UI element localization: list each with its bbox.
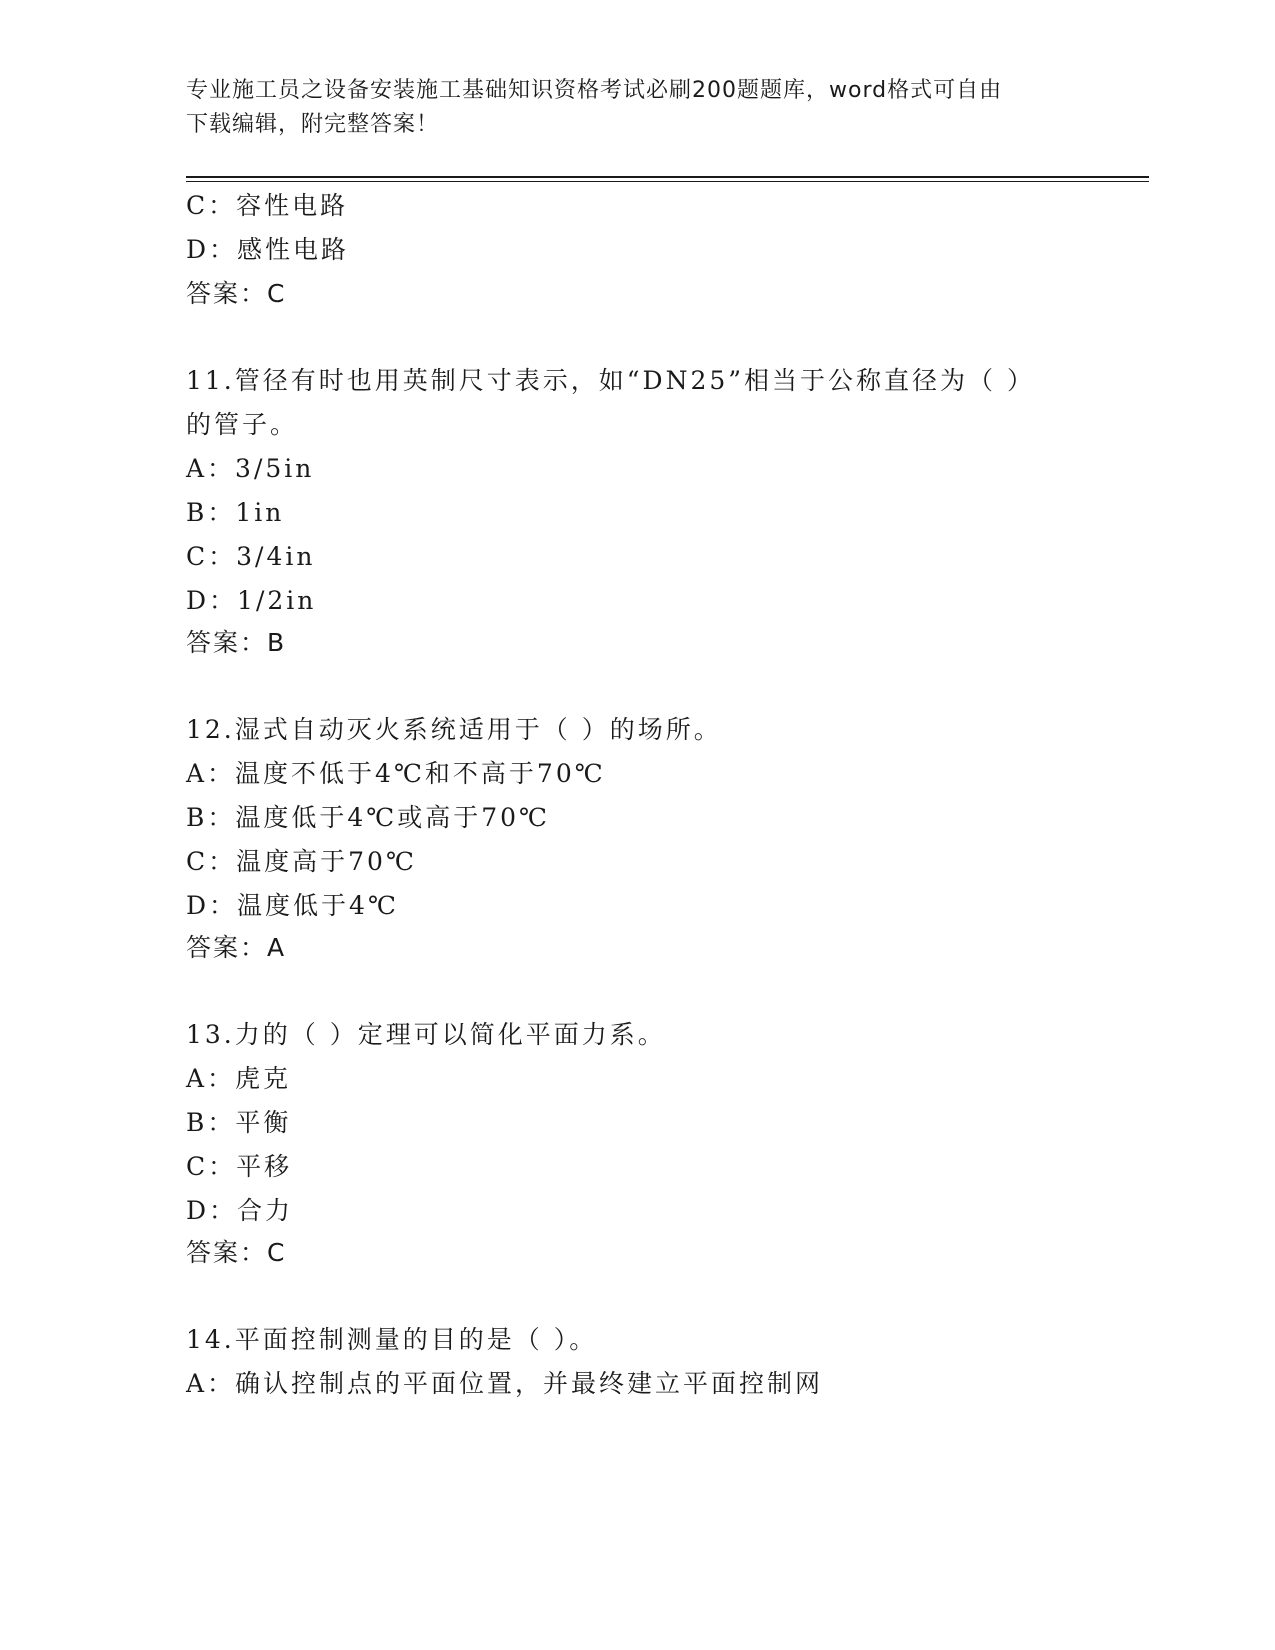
q13-stem: 13.力的（ ）定理可以简化平面力系。: [186, 1020, 666, 1049]
q11-option-a: A：3/5in: [186, 454, 315, 483]
header-divider-thick: [186, 176, 1149, 178]
q10-option-d: D：感性电路: [186, 235, 350, 264]
q13-option-d: D：合力: [186, 1196, 294, 1225]
q11-option-d: D：1/2in: [186, 586, 317, 615]
q12-stem: 12.湿式自动灭火系统适用于（ ）的场所。: [186, 715, 722, 744]
q14-stem: 14.平面控制测量的目的是（ ）。: [186, 1325, 598, 1354]
header-line-1: 专业施工员之设备安装施工基础知识资格考试必刷200题题库，word格式可自由: [186, 78, 1003, 103]
q13-answer: 答案：C: [186, 1238, 287, 1267]
q12-option-d: D：温度低于4℃: [186, 891, 399, 920]
q11-option-c: C：3/4in: [186, 542, 316, 571]
q11-stem-line-2: 的管子。: [186, 410, 299, 439]
q12-option-a: A：温度不低于4℃和不高于70℃: [186, 759, 606, 788]
q11-stem-line-1: 11.管径有时也用英制尺寸表示，如“DN25”相当于公称直径为（ ）: [186, 366, 1035, 395]
document-header: [186, 74, 1066, 142]
q13-option-c: C：平移: [186, 1152, 293, 1181]
q13-option-b: B：平衡: [186, 1108, 292, 1137]
q10-option-c: C：容性电路: [186, 191, 349, 220]
q12-option-b: B：温度低于4℃或高于70℃: [186, 803, 551, 832]
q12-answer: 答案：A: [186, 933, 287, 962]
q11-answer: 答案：B: [186, 628, 287, 657]
q14-option-a: A：确认控制点的平面位置，并最终建立平面控制网: [186, 1369, 824, 1398]
q11-option-b: B：1in: [186, 498, 285, 527]
header-divider-thin: [186, 181, 1149, 182]
q12-option-c: C：温度高于70℃: [186, 847, 417, 876]
header-line-2: 下载编辑，附完整答案！: [186, 112, 440, 137]
q10-answer: 答案：C: [186, 279, 287, 308]
q13-option-a: A：虎克: [186, 1064, 292, 1093]
